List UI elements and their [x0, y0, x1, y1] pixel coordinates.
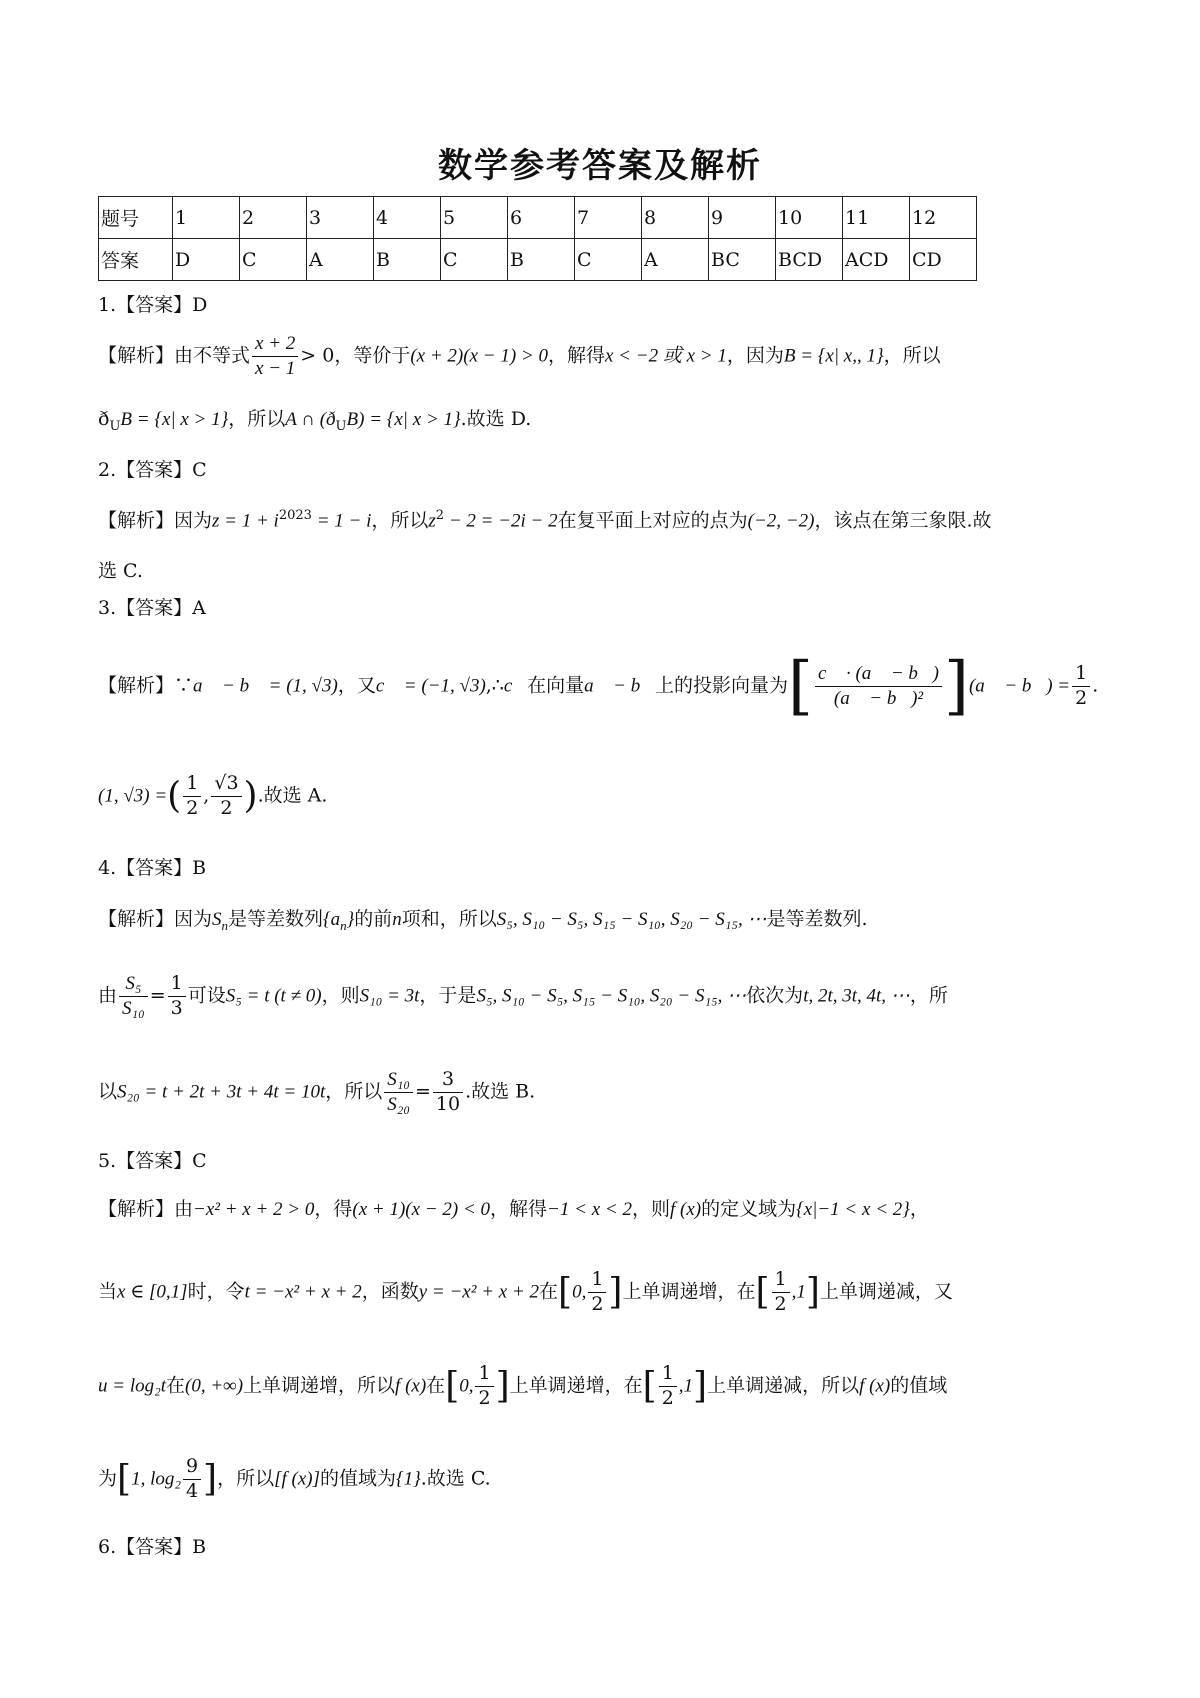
- denominator: (a⃗ − b⃗)²: [833, 687, 924, 709]
- text: .: [1092, 674, 1099, 697]
- q5-analysis-line4: [98, 1455, 491, 1504]
- text: 上单调递减，又: [819, 1280, 953, 1303]
- table-cell: 11: [843, 197, 910, 239]
- text: ，则: [321, 984, 360, 1007]
- math: n: [392, 909, 402, 930]
- denominator: 2: [1075, 686, 1088, 709]
- bracket-left: [: [755, 1271, 770, 1313]
- table-cell: B: [374, 239, 441, 281]
- row-label-answer: 答案: [99, 239, 173, 281]
- denominator: x − 1: [255, 357, 296, 379]
- superscript: 2: [435, 508, 445, 523]
- text: 的值域: [890, 1374, 948, 1397]
- math: B) = {x| x > 1}: [346, 409, 461, 430]
- numerator: S₅: [119, 972, 148, 997]
- math: = 1 − i: [311, 510, 372, 532]
- math: S₅ = t (t ≠ 0): [225, 985, 322, 1007]
- text: =: [414, 1080, 431, 1103]
- denominator: S₁₀: [122, 997, 145, 1019]
- answer-table: [98, 196, 977, 281]
- q5-analysis-line1: [98, 1198, 929, 1222]
- text: 时，令: [187, 1280, 245, 1303]
- numerator: 1: [1072, 662, 1090, 687]
- table-row-numbers: [99, 197, 977, 239]
- math: (a⃗ − b⃗) =: [968, 675, 1071, 697]
- text: 由: [98, 984, 118, 1007]
- math: −x² + x + 2 > 0: [193, 1199, 315, 1220]
- text: 以: [98, 1080, 118, 1103]
- text: ，所以: [217, 1467, 275, 1490]
- math: S: [212, 909, 222, 930]
- math: a⃗ − b⃗ = (1, √3): [193, 675, 338, 697]
- subscript: U: [109, 418, 121, 434]
- denominator: 3: [170, 996, 183, 1019]
- q6-heading: 6.【答案】B: [98, 1536, 207, 1558]
- math: −1 < x < 2: [547, 1199, 632, 1220]
- q5-analysis-line3: [98, 1362, 947, 1411]
- math: {x|−1 < x < 2}: [796, 1199, 910, 1220]
- math: c⃗: [503, 675, 528, 697]
- table-cell: A: [307, 239, 374, 281]
- math: B = {x| x > 1}: [120, 409, 229, 430]
- subscript: n: [340, 917, 347, 933]
- fraction: [659, 1362, 677, 1411]
- q3-analysis-line1: [98, 648, 1098, 725]
- table-cell: BC: [709, 239, 776, 281]
- table-cell: 2: [240, 197, 307, 239]
- math: x ∈ [0,1]: [117, 1281, 188, 1303]
- fraction: [211, 772, 241, 821]
- bracket-right: ]: [608, 1271, 623, 1313]
- denominator: 2: [220, 796, 233, 819]
- text: 为: [98, 1467, 118, 1490]
- math: }: [346, 909, 355, 930]
- table-cell: 10: [776, 197, 843, 239]
- numerator: 1: [772, 1268, 790, 1293]
- math: a⃗ − b⃗: [584, 675, 656, 697]
- fraction: [384, 1068, 413, 1117]
- q4-heading: 4.【答案】B: [98, 857, 207, 879]
- math: x < −2 或 x > 1: [605, 345, 727, 367]
- table-cell: 5: [441, 197, 508, 239]
- bracket-left: [: [642, 1365, 657, 1407]
- q3-heading: 3.【答案】A: [98, 597, 206, 619]
- text: 【解析】因为: [98, 908, 213, 930]
- q2-analysis-line1: [98, 508, 992, 533]
- text: ，则: [631, 1198, 670, 1220]
- q4-analysis-line3: [98, 1068, 535, 1117]
- text: > 0，等价于: [300, 344, 411, 367]
- math: f (x): [395, 1375, 427, 1397]
- math: z = 1 + i: [212, 510, 279, 532]
- text: 当: [98, 1280, 118, 1303]
- math: (−2, −2): [747, 510, 815, 532]
- text: 在: [539, 1280, 559, 1303]
- numerator: 1: [183, 772, 201, 797]
- denominator: 4: [185, 1479, 199, 1502]
- text: 在向量: [527, 674, 585, 697]
- denominator: 2: [661, 1386, 674, 1409]
- text: 依次为: [746, 984, 804, 1007]
- bracket-right: ]: [203, 1458, 218, 1500]
- math: {1}: [396, 1468, 421, 1490]
- text: =: [149, 984, 166, 1007]
- math: (1, √3) =: [98, 785, 168, 807]
- math: ð: [98, 408, 110, 430]
- math: (0, +∞): [185, 1375, 244, 1397]
- denominator: 10: [435, 1092, 461, 1115]
- text: ，所以: [371, 509, 429, 532]
- text: 的定义域为: [701, 1198, 797, 1220]
- math: 0,: [459, 1375, 474, 1397]
- text: ，得: [314, 1198, 353, 1220]
- numerator: c⃗ · (a⃗ − b⃗): [815, 662, 942, 687]
- table-cell: 6: [508, 197, 575, 239]
- table-cell: BCD: [776, 239, 843, 281]
- text: 的前: [354, 908, 393, 930]
- math: S₅, S₁₀ − S₅, S₁₅ − S₁₀, S₂₀ − S₁₅, ⋯: [476, 985, 747, 1007]
- superscript: 2023: [278, 508, 312, 523]
- text: ，因为: [726, 344, 784, 367]
- text: 的值域为: [320, 1467, 397, 1490]
- row-label-number: 题号: [99, 197, 173, 239]
- numerator: 9: [183, 1455, 201, 1480]
- numerator: √3: [211, 772, 241, 797]
- text: .故选 B.: [465, 1080, 536, 1103]
- q4-analysis-line1: [98, 908, 868, 933]
- numerator: x + 2: [252, 332, 298, 357]
- table-cell: C: [240, 239, 307, 281]
- math: B = {x| x,, 1}: [783, 345, 884, 367]
- fraction: [119, 972, 148, 1021]
- table-cell: 7: [575, 197, 642, 239]
- subscript: n: [221, 917, 229, 933]
- bracket-right: ]: [693, 1365, 708, 1407]
- table-cell: D: [173, 239, 240, 281]
- math: {a: [323, 909, 341, 930]
- page-title: 数学参考答案及解析: [438, 146, 762, 186]
- math: (x + 2)(x − 1) > 0: [410, 345, 548, 367]
- fraction: [183, 772, 201, 821]
- math: f (x): [859, 1375, 891, 1397]
- denominator: S₂₀: [387, 1093, 410, 1115]
- fraction: [475, 1362, 493, 1411]
- math: − 2 = −2i − 2: [444, 510, 558, 532]
- text: ，又: [337, 674, 376, 697]
- q2-heading: 2.【答案】C: [98, 459, 207, 481]
- paren-left: (: [167, 775, 182, 817]
- text: 【解析】由: [98, 1198, 194, 1220]
- fraction: [433, 1068, 463, 1117]
- text: ，所以: [228, 408, 286, 430]
- q2-analysis-line2: 选 C.: [98, 560, 143, 582]
- q1-analysis-line2: [98, 408, 531, 434]
- text: 在复平面上对应的点为: [557, 509, 748, 532]
- bracket-right: ]: [805, 1271, 820, 1313]
- text: 在: [426, 1374, 446, 1397]
- text: ,∴: [485, 674, 504, 697]
- denominator: 2: [478, 1386, 491, 1409]
- fraction: [588, 1268, 606, 1317]
- fraction: [1072, 662, 1090, 711]
- table-cell: 12: [910, 197, 977, 239]
- text: 项和，所以: [401, 908, 497, 930]
- bracket-right: ]: [944, 649, 969, 723]
- text: ，所: [909, 984, 948, 1007]
- text: ，函数: [361, 1280, 419, 1303]
- paren-right: ): [243, 775, 258, 817]
- math: (x + 1)(x − 2) < 0: [352, 1199, 491, 1220]
- table-cell: A: [642, 239, 709, 281]
- text: 是等差数列: [228, 908, 324, 930]
- math: ,1: [678, 1375, 694, 1397]
- text: 【解析】∵: [98, 674, 194, 697]
- subscript: U: [335, 418, 347, 434]
- table-cell: 8: [642, 197, 709, 239]
- fraction: [815, 662, 942, 711]
- text: ，所以: [883, 344, 941, 367]
- q1-analysis-line1: [98, 332, 941, 381]
- text: 上单调递减，所以: [707, 1374, 860, 1397]
- text: ，该点在第三象限.故: [814, 509, 992, 532]
- text: 上单调递增，在: [622, 1280, 756, 1303]
- bracket-left: [: [558, 1271, 573, 1313]
- text: .故选 A.: [257, 784, 328, 807]
- numerator: 1: [659, 1362, 677, 1387]
- denominator: 2: [591, 1292, 604, 1315]
- text: 是等差数列.: [766, 908, 868, 930]
- fraction: [168, 972, 186, 1021]
- math: 1, log₂: [131, 1468, 181, 1490]
- text: 可设: [187, 984, 226, 1007]
- numerator: 1: [475, 1362, 493, 1387]
- math: f (x): [669, 1199, 702, 1220]
- text: 上单调递增，所以: [243, 1374, 396, 1397]
- table-cell: C: [441, 239, 508, 281]
- text: ，: [909, 1198, 929, 1220]
- denominator: 2: [774, 1292, 787, 1315]
- text: 上单调递增，在: [509, 1374, 643, 1397]
- table-cell: 3: [307, 197, 374, 239]
- text: ，解得: [547, 344, 605, 367]
- text: ，所以: [325, 1080, 383, 1103]
- math: t, 2t, 3t, 4t, ⋯: [803, 985, 910, 1007]
- math: S₂₀ = t + 2t + 3t + 4t = 10t: [117, 1081, 326, 1103]
- table-cell: C: [575, 239, 642, 281]
- text: 【解析】因为: [98, 509, 213, 532]
- denominator: 2: [186, 796, 199, 819]
- numerator: 3: [433, 1068, 463, 1093]
- bracket-left: [: [445, 1365, 460, 1407]
- table-cell: CD: [910, 239, 977, 281]
- text: .故选 D.: [460, 408, 532, 430]
- math: [f (x)]: [274, 1468, 321, 1490]
- q3-analysis-line2: (1, √3) =( $\frac{1}{2}$ , $\frac{√3}{2}$ ).故选 A.: [98, 772, 328, 819]
- q5-heading: 5.【答案】C: [98, 1150, 207, 1172]
- math: S₅, S₁₀ − S₅, S₁₅ − S₁₀, S₂₀ − S₁₅, ⋯: [496, 909, 767, 930]
- q5-analysis-line2: [98, 1268, 953, 1317]
- bracket-left: [: [788, 649, 814, 723]
- table-cell: ACD: [843, 239, 910, 281]
- math: ,1: [791, 1281, 806, 1303]
- text: 【解析】由不等式: [98, 344, 251, 367]
- math: S₁₀ = 3t: [359, 985, 420, 1007]
- q4-analysis-line2: [98, 972, 948, 1021]
- table-row-answers: [99, 239, 977, 281]
- text: ，于是: [419, 984, 477, 1007]
- numerator: 1: [588, 1268, 606, 1293]
- text: 上的投影向量为: [655, 674, 789, 697]
- math: t = −x² + x + 2: [244, 1281, 362, 1303]
- table-cell: 9: [709, 197, 776, 239]
- numerator: 1: [168, 972, 186, 997]
- bracket-left: [: [117, 1458, 132, 1500]
- math: c⃗ = (−1, √3): [375, 675, 486, 697]
- text: ，解得: [490, 1198, 548, 1220]
- fraction: [183, 1455, 201, 1504]
- numerator: S₁₀: [384, 1068, 413, 1093]
- math: z: [428, 510, 436, 532]
- text: 在: [165, 1374, 185, 1397]
- math: u = log₂t: [98, 1375, 166, 1397]
- table-cell: 4: [374, 197, 441, 239]
- bracket-right: ]: [495, 1365, 510, 1407]
- table-cell: 1: [173, 197, 240, 239]
- math: 0,: [572, 1281, 587, 1303]
- table-cell: B: [508, 239, 575, 281]
- text: .故选 C.: [420, 1467, 491, 1490]
- math: y = −x² + x + 2: [418, 1281, 540, 1303]
- fraction: [772, 1268, 790, 1317]
- fraction: [252, 332, 298, 381]
- math: A ∩ (ð: [285, 409, 336, 430]
- q1-heading: 1.【答案】D: [98, 294, 208, 316]
